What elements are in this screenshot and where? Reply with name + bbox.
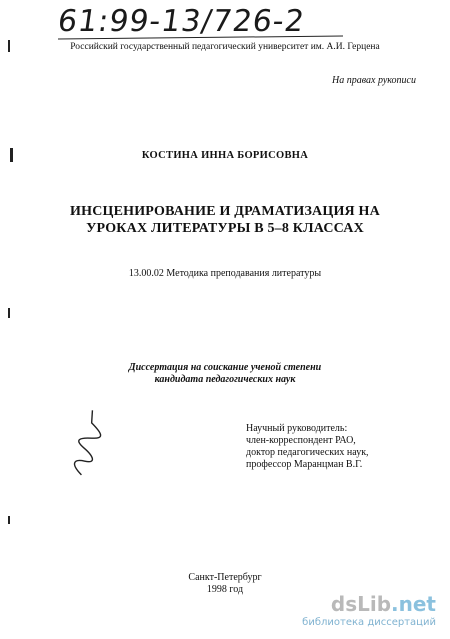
scan-mark — [8, 516, 10, 524]
university-name: Российский государственный педагогический университет им. А.И. Герцена — [70, 42, 380, 52]
watermark[interactable] — [302, 593, 436, 628]
supervisor-line: профессор Маранцман В.Г. — [246, 459, 363, 470]
watermark-logo — [302, 593, 436, 615]
year: 1998 год — [206, 584, 244, 595]
city: Санкт-Петербург — [188, 572, 262, 583]
logo-part-1: dsLib — [330, 592, 392, 616]
rights-note: На правах рукописи — [332, 75, 416, 86]
title-line: УРОКАХ ЛИТЕРАТУРЫ В 5–8 КЛАССАХ — [86, 221, 364, 236]
degree-line: кандидата педагогических наук — [154, 374, 296, 385]
handwritten-margin-note — [64, 405, 118, 481]
handwritten-archive-code: 61:99-13/726-2 — [55, 4, 308, 39]
logo-part-2: .net — [391, 592, 436, 616]
dissertation-title — [0, 203, 450, 237]
scan-mark — [8, 308, 10, 318]
supervisor-block — [246, 423, 369, 471]
watermark-subtitle: библиотека диссертаций — [302, 617, 436, 628]
supervisor-line: член-корреспондент РАО, — [246, 435, 356, 446]
degree-statement — [0, 362, 450, 386]
degree-line: Диссертация на соискание ученой степени — [128, 362, 322, 373]
author-name: КОСТИНА ИННА БОРИСОВНА — [141, 150, 309, 161]
supervisor-line: доктор педагогических наук, — [246, 447, 369, 458]
title-line: ИНСЦЕНИРОВАНИЕ И ДРАМАТИЗАЦИЯ НА — [70, 204, 380, 219]
scribble-signature-icon — [64, 405, 114, 480]
specialty: 13.00.02 Методика преподавания литературы — [128, 268, 322, 279]
supervisor-line: Научный руководитель: — [246, 423, 348, 434]
